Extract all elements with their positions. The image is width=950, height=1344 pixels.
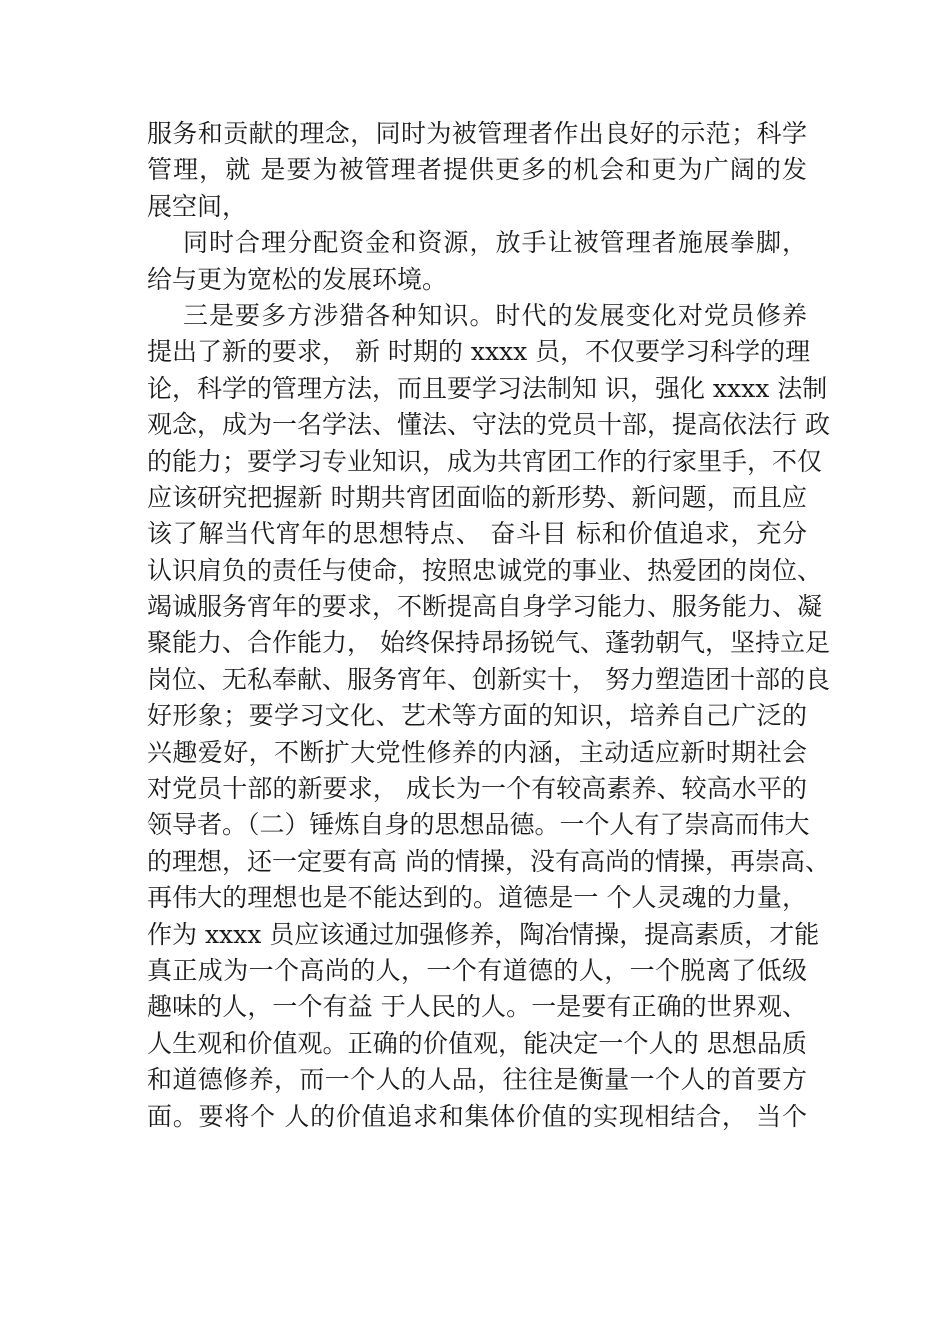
text-line: 趣味的人，一个有益 于人民的人。一是要有正确的世界观、	[147, 992, 807, 1022]
text-line: 认识肩负的责任与使命，按照忠诚党的事业、热爱团的岗位、	[147, 555, 823, 585]
text-line: 人生观和价值观。正确的价值观，能决定一个人的 思想品质	[147, 1028, 807, 1058]
text-line: 观念，成为一名学法、懂法、守法的党员十部，提高依法行 政	[147, 410, 830, 440]
text-line: 论，科学的管理方法，而且要学习法制知 识，强化 xxxx 法制	[147, 373, 828, 403]
body-text	[147, 116, 830, 1135]
text-line: 领导者。（二）锤炼自身的思想品德。一个人有了崇高而伟大	[147, 810, 810, 840]
text-line: 的理想，还一定要有高 尚的情操，没有高尚的情操，再崇高、	[147, 846, 830, 876]
text-line: 对党员十部的新要求， 成长为一个有较高素养、较高水平的	[147, 774, 807, 804]
text-line: 竭诚服务宵年的要求，不断提高自身学习能力、服务能力、凝	[147, 592, 823, 622]
text-line: 三是要多方涉猎各种知识。时代的发展变化对党员修养	[147, 300, 807, 330]
text-line: 服务和贡献的理念，同时为被管理者作出良好的示范；科学	[147, 119, 807, 148]
text-line: 同时合理分配资金和资源，放手让被管理者施展拳脚，	[147, 228, 807, 258]
text-line: 作为 xxxx 员应该通过加强修养，陶冶情操，提高素质，才能	[147, 919, 820, 949]
text-line: 的能力；要学习专业知识，成为共宵团工作的行家里手，不仅	[147, 446, 823, 476]
text-line: 该了解当代宵年的思想特点、 奋斗目 标和价值追求，充分	[147, 519, 807, 549]
text-line: 聚能力、合作能力， 始终保持昂扬锐气、蓬勃朝气，坚持立足	[147, 628, 830, 658]
text-line: 面。要将个 人的价值追求和集体价值的实现相结合， 当个	[147, 1101, 807, 1131]
text-line: 兴趣爱好，不断扩大党性修养的内涵，主动适应新时期社会	[147, 737, 807, 767]
text-line: 应该研究把握新 时期共宵团面临的新形势、新问题，而且应	[147, 482, 807, 512]
text-line: 管理，就 是要为被管理者提供更多的机会和更为广阔的发	[147, 155, 807, 185]
text-line: 给与更为宽松的发展环境。	[147, 264, 448, 294]
text-line: 真正成为一个高尚的人，一个有道德的人，一个脱离了低级	[147, 955, 807, 985]
text-line: 岗位、无私奉献、服务宵年、创新实十， 努力塑造团十部的良	[147, 664, 830, 694]
text-line: 好形象；要学习文化、艺术等方面的知识，培养自己广泛的	[147, 701, 807, 731]
text-line: 再伟大的理想也是不能达到的。道德是一 个人灵魂的力量，	[147, 883, 807, 913]
text-line: 和道德修养，而一个人的人品，往往是衡量一个人的首要方	[147, 1065, 807, 1095]
text-line: 提出了新的要求， 新 时期的 xxxx 员，不仅要学习科学的理	[147, 337, 811, 367]
text-line: 展空间，	[147, 191, 248, 221]
